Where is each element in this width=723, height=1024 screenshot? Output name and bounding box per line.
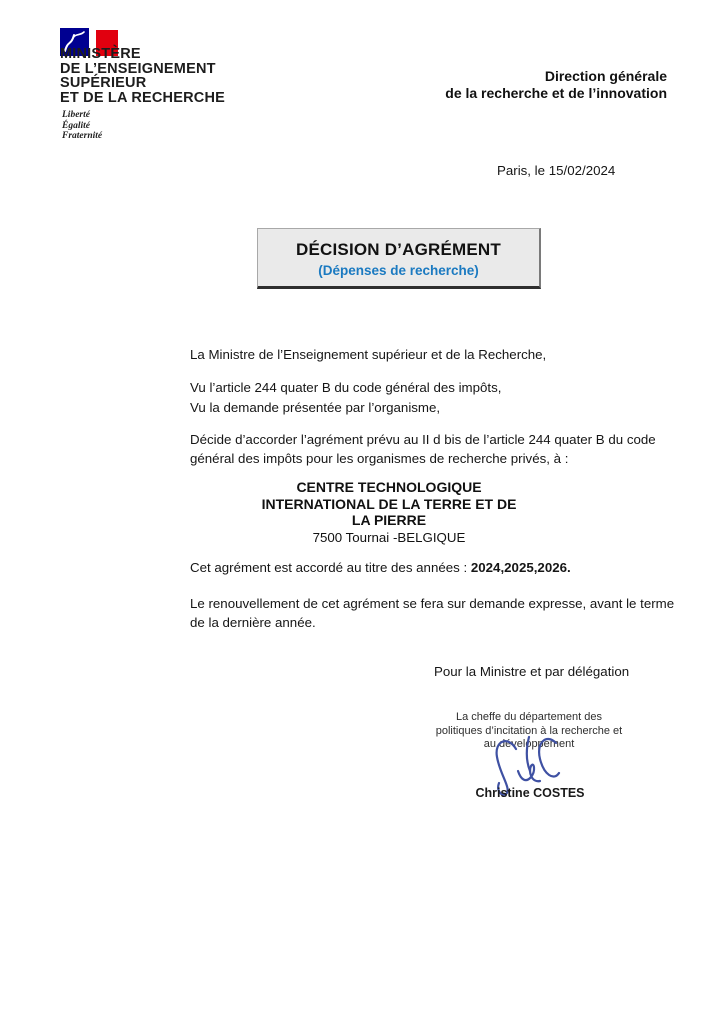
signatory-role-line: au développement: [483, 738, 575, 750]
organization-name-line: INTERNATIONAL DE LA TERRE ET DE: [261, 495, 517, 512]
motto-line: Fraternité: [62, 131, 103, 141]
vu-article-paragraph: Vu l’article 244 quater B du code général des impôts,: [190, 380, 502, 395]
salutation-paragraph: La Ministre de l’Enseignement supérieur et de la Recherche,: [190, 347, 547, 362]
ministry-name-line: MINISTÈRE: [60, 46, 141, 62]
ministry-name-line: DE L’ENSEIGNEMENT: [60, 60, 216, 77]
delegation-line: Pour la Ministre et par délégation: [434, 664, 630, 679]
grant-years-paragraph: [190, 560, 571, 575]
decision-subtitle: (Dépenses de recherche): [318, 263, 479, 278]
dateline: Paris, le 15/02/2024: [497, 163, 616, 178]
organization-name-line: CENTRE TECHNOLOGIQUE: [296, 479, 482, 495]
ministry-name-line: ET DE LA RECHERCHE: [60, 89, 225, 106]
signatory-role-line: La cheffe du département des: [456, 711, 602, 723]
issuer-line: de la recherche et de l’innovation: [445, 85, 667, 101]
issuer-line: Direction générale: [544, 68, 667, 84]
renewal-paragraph: Le renouvellement de cet agrément se fera sur demande expresse, avant le terme de la dernière année.: [190, 596, 675, 630]
grant-years-value: 2024,2025,2026: [470, 560, 568, 575]
signatory-name: Christine COSTES: [475, 786, 585, 800]
motto-line: Liberté: [62, 110, 90, 120]
ministry-name-line: SUPÉRIEUR: [60, 75, 147, 91]
organization-name-line: LA PIERRE: [351, 512, 427, 528]
decision-title-box: [257, 228, 541, 289]
vu-demande-paragraph: Vu la demande présentée par l’organisme,: [190, 400, 441, 415]
ministry-name: [60, 47, 225, 105]
decision-title: DÉCISION D’AGRÉMENT: [296, 240, 501, 259]
issuing-directorate: [445, 68, 667, 102]
republic-motto: [62, 110, 102, 142]
grant-years-suffix: .: [567, 560, 571, 575]
organization-address: 7500 Tournai -BELGIQUE: [312, 529, 466, 545]
motto-line: Égalité: [62, 120, 90, 131]
signature-stroke: [539, 739, 559, 777]
organization-block: [189, 479, 589, 546]
signature-stroke: [527, 737, 530, 771]
grant-years-prefix: Cet agrément est accordé au titre des années :: [190, 560, 471, 575]
signatory-role-line: politiques d’incitation à la recherche et: [435, 724, 623, 737]
decision-paragraph: Décide d’accorder l’agrément prévu au II d bis de l’article 244 quater B du code général des impôts pour les organismes de recherche privés, à :: [190, 432, 656, 466]
